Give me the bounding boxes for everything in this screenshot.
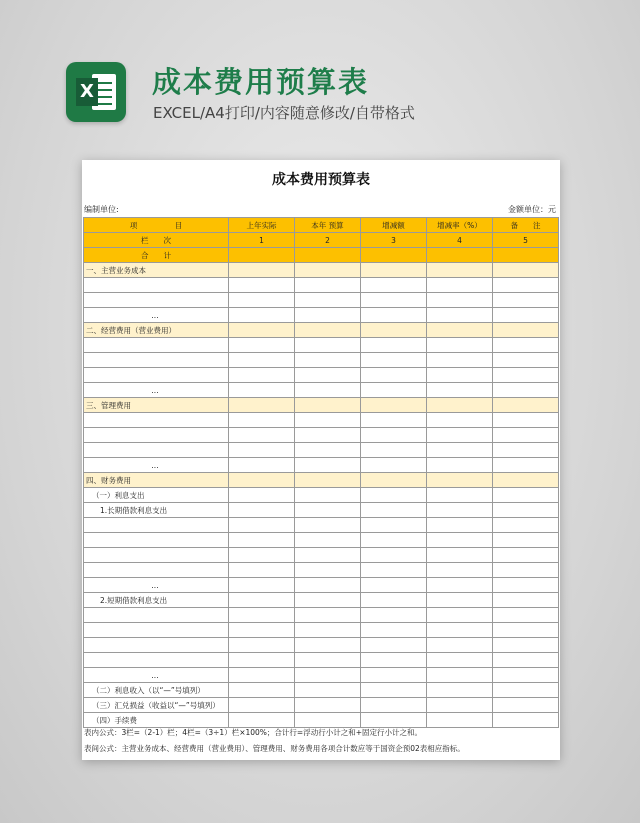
value-cell[interactable] [229, 473, 295, 488]
value-cell[interactable] [229, 503, 295, 518]
compiling-unit-label: 编制单位: [84, 205, 119, 214]
value-cell[interactable] [493, 338, 559, 353]
value-cell[interactable] [229, 668, 295, 683]
value-cell[interactable] [427, 713, 493, 728]
value-cell[interactable] [361, 368, 427, 383]
column-header: 备 注 [493, 218, 559, 233]
value-cell[interactable] [427, 368, 493, 383]
value-cell[interactable] [295, 668, 361, 683]
value-cell[interactable] [427, 428, 493, 443]
row-label[interactable] [84, 623, 229, 638]
column-index-cell: 3 [361, 233, 427, 248]
row-label[interactable]: ... [84, 458, 229, 473]
value-cell[interactable] [229, 293, 295, 308]
table-row [84, 578, 559, 593]
value-cell[interactable] [229, 593, 295, 608]
excel-app-icon [66, 62, 126, 122]
value-cell[interactable] [295, 578, 361, 593]
value-cell[interactable] [493, 368, 559, 383]
value-cell[interactable] [427, 308, 493, 323]
row-label[interactable]: ... [84, 308, 229, 323]
value-cell[interactable] [427, 473, 493, 488]
table-row [84, 713, 559, 728]
value-cell[interactable] [295, 278, 361, 293]
row-label[interactable] [84, 638, 229, 653]
value-cell[interactable] [493, 578, 559, 593]
row-label[interactable] [84, 368, 229, 383]
value-cell[interactable] [295, 263, 361, 278]
value-cell[interactable] [295, 653, 361, 668]
column-index-cell: 1 [229, 233, 295, 248]
value-cell[interactable] [361, 623, 427, 638]
value-cell[interactable] [229, 518, 295, 533]
column-index-cell: 栏 次 [84, 233, 229, 248]
value-cell[interactable] [427, 398, 493, 413]
table-row [84, 458, 559, 473]
value-cell[interactable] [361, 563, 427, 578]
value-cell[interactable] [493, 683, 559, 698]
table-row [84, 638, 559, 653]
value-cell[interactable] [295, 353, 361, 368]
value-cell[interactable] [229, 368, 295, 383]
row-label[interactable]: 一、主营业务成本 [84, 263, 229, 278]
value-cell[interactable] [229, 653, 295, 668]
intra-table-formula-note: 表内公式：3栏=（2-1）栏；4栏=（3÷1）栏×100%；合计行=浮动行小计之和+固定行小计之和。 [84, 728, 422, 737]
value-cell[interactable] [493, 323, 559, 338]
value-cell[interactable] [361, 473, 427, 488]
row-label[interactable] [84, 563, 229, 578]
value-cell[interactable] [295, 368, 361, 383]
table-row [84, 683, 559, 698]
value-cell[interactable] [295, 323, 361, 338]
value-cell[interactable] [361, 683, 427, 698]
value-cell[interactable] [295, 413, 361, 428]
value-cell[interactable] [427, 698, 493, 713]
value-cell[interactable] [229, 683, 295, 698]
value-cell[interactable] [295, 683, 361, 698]
value-cell[interactable] [229, 428, 295, 443]
value-cell[interactable] [361, 413, 427, 428]
value-cell[interactable] [361, 263, 427, 278]
value-cell[interactable] [427, 548, 493, 563]
row-label[interactable]: 二、经营费用（营业费用） [84, 323, 229, 338]
value-cell[interactable] [361, 428, 427, 443]
value-cell[interactable] [295, 623, 361, 638]
table-row [84, 698, 559, 713]
column-index-row [84, 233, 559, 248]
value-cell[interactable] [295, 308, 361, 323]
value-cell[interactable] [427, 503, 493, 518]
table-row [84, 263, 559, 278]
value-cell[interactable] [361, 578, 427, 593]
value-cell[interactable] [361, 383, 427, 398]
table-row [84, 503, 559, 518]
value-cell[interactable] [229, 548, 295, 563]
row-label[interactable]: 1.长期借款利息支出 [84, 503, 229, 518]
value-cell[interactable] [427, 638, 493, 653]
total-value-cell[interactable] [229, 248, 295, 263]
column-index-cell: 4 [427, 233, 493, 248]
value-cell[interactable] [295, 548, 361, 563]
row-label[interactable]: 三、管理费用 [84, 398, 229, 413]
value-cell[interactable] [493, 413, 559, 428]
value-cell[interactable] [361, 653, 427, 668]
value-cell[interactable] [493, 533, 559, 548]
value-cell[interactable] [229, 263, 295, 278]
value-cell[interactable] [229, 443, 295, 458]
row-label[interactable]: ... [84, 578, 229, 593]
row-label[interactable] [84, 548, 229, 563]
total-value-cell[interactable] [361, 248, 427, 263]
inter-table-formula-note: 表间公式：主营业务成本、经营费用（营业费用）、管理费用、财务费用各项合计数应等于国资企预02表相应指标。 [84, 744, 465, 753]
value-cell[interactable] [493, 488, 559, 503]
value-cell[interactable] [361, 338, 427, 353]
value-cell[interactable] [361, 443, 427, 458]
value-cell[interactable] [295, 473, 361, 488]
total-value-cell[interactable] [295, 248, 361, 263]
value-cell[interactable] [295, 293, 361, 308]
value-cell[interactable] [229, 488, 295, 503]
value-cell[interactable] [295, 608, 361, 623]
row-label[interactable]: （四）手续费 [84, 713, 229, 728]
value-cell[interactable] [493, 548, 559, 563]
value-cell[interactable] [361, 458, 427, 473]
value-cell[interactable] [493, 503, 559, 518]
column-index-cell: 5 [493, 233, 559, 248]
value-cell[interactable] [493, 608, 559, 623]
row-label[interactable] [84, 413, 229, 428]
value-cell[interactable] [427, 593, 493, 608]
value-cell[interactable] [229, 308, 295, 323]
value-cell[interactable] [493, 383, 559, 398]
value-cell[interactable] [229, 323, 295, 338]
value-cell[interactable] [493, 668, 559, 683]
value-cell[interactable] [361, 518, 427, 533]
value-cell[interactable] [493, 653, 559, 668]
value-cell[interactable] [361, 533, 427, 548]
value-cell[interactable] [361, 698, 427, 713]
row-label[interactable] [84, 278, 229, 293]
row-label[interactable]: 四、财务费用 [84, 473, 229, 488]
value-cell[interactable] [229, 623, 295, 638]
row-label[interactable]: （三）汇兑损益（收益以“—”号填列） [84, 698, 229, 713]
value-cell[interactable] [295, 338, 361, 353]
value-cell[interactable] [427, 683, 493, 698]
column-header: 上年实际 [229, 218, 295, 233]
value-cell[interactable] [295, 458, 361, 473]
value-cell[interactable] [493, 593, 559, 608]
header-row [84, 218, 559, 233]
value-cell[interactable] [361, 308, 427, 323]
value-cell[interactable] [295, 398, 361, 413]
total-label: 合 计 [84, 248, 229, 263]
value-cell[interactable] [493, 443, 559, 458]
value-cell[interactable] [493, 458, 559, 473]
row-label[interactable] [84, 533, 229, 548]
value-cell[interactable] [361, 488, 427, 503]
value-cell[interactable] [493, 263, 559, 278]
hero-subtitle: EXCEL/A4打印/内容随意修改/自带格式 [153, 104, 415, 122]
value-cell[interactable] [427, 608, 493, 623]
value-cell[interactable] [295, 593, 361, 608]
table-row [84, 428, 559, 443]
column-header: 本年 预算 [295, 218, 361, 233]
value-cell[interactable] [229, 383, 295, 398]
value-cell[interactable] [295, 713, 361, 728]
value-cell[interactable] [427, 578, 493, 593]
value-cell[interactable] [229, 563, 295, 578]
value-cell[interactable] [229, 713, 295, 728]
value-cell[interactable] [361, 353, 427, 368]
row-label[interactable] [84, 518, 229, 533]
table-row [84, 308, 559, 323]
table-row [84, 443, 559, 458]
hero-title: 成本费用预算表 [152, 65, 370, 99]
value-cell[interactable] [493, 698, 559, 713]
value-cell[interactable] [493, 353, 559, 368]
value-cell[interactable] [427, 293, 493, 308]
value-cell[interactable] [493, 623, 559, 638]
document-page [82, 160, 560, 760]
value-cell[interactable] [361, 668, 427, 683]
table-row [84, 353, 559, 368]
table-row [84, 338, 559, 353]
value-cell[interactable] [295, 488, 361, 503]
value-cell[interactable] [427, 338, 493, 353]
value-cell[interactable] [229, 698, 295, 713]
table-row [84, 368, 559, 383]
row-label[interactable] [84, 443, 229, 458]
table-row [84, 383, 559, 398]
value-cell[interactable] [361, 713, 427, 728]
budget-table [83, 217, 559, 728]
value-cell[interactable] [427, 488, 493, 503]
value-cell[interactable] [295, 638, 361, 653]
row-label[interactable] [84, 353, 229, 368]
value-cell[interactable] [229, 533, 295, 548]
table-row [84, 398, 559, 413]
column-index-cell: 2 [295, 233, 361, 248]
table-row [84, 473, 559, 488]
value-cell[interactable] [361, 278, 427, 293]
value-cell[interactable] [361, 608, 427, 623]
total-value-cell[interactable] [427, 248, 493, 263]
value-cell[interactable] [427, 653, 493, 668]
table-row [84, 488, 559, 503]
value-cell[interactable] [493, 398, 559, 413]
value-cell[interactable] [427, 443, 493, 458]
value-cell[interactable] [295, 563, 361, 578]
row-label[interactable]: ... [84, 668, 229, 683]
value-cell[interactable] [427, 623, 493, 638]
row-label[interactable] [84, 653, 229, 668]
value-cell[interactable] [229, 578, 295, 593]
value-cell[interactable] [493, 638, 559, 653]
amount-unit-label: 金额单位：元 [508, 205, 556, 214]
row-label[interactable]: ... [84, 383, 229, 398]
column-header: 增减率（%） [427, 218, 493, 233]
value-cell[interactable] [229, 608, 295, 623]
value-cell[interactable] [493, 563, 559, 578]
value-cell[interactable] [295, 443, 361, 458]
table-row [84, 563, 559, 578]
value-cell[interactable] [493, 308, 559, 323]
total-row [84, 248, 559, 263]
value-cell[interactable] [295, 518, 361, 533]
value-cell[interactable] [229, 638, 295, 653]
value-cell[interactable] [427, 353, 493, 368]
row-label[interactable] [84, 338, 229, 353]
value-cell[interactable] [493, 713, 559, 728]
value-cell[interactable] [229, 278, 295, 293]
value-cell[interactable] [361, 548, 427, 563]
table-row [84, 533, 559, 548]
table-row [84, 608, 559, 623]
total-value-cell[interactable] [493, 248, 559, 263]
table-row [84, 413, 559, 428]
excel-x-letter: X [76, 78, 98, 106]
value-cell[interactable] [361, 503, 427, 518]
table-row [84, 278, 559, 293]
row-label[interactable]: 2.短期借款利息支出 [84, 593, 229, 608]
value-cell[interactable] [229, 413, 295, 428]
value-cell[interactable] [427, 533, 493, 548]
table-row [84, 668, 559, 683]
value-cell[interactable] [493, 473, 559, 488]
value-cell[interactable] [295, 383, 361, 398]
row-label[interactable] [84, 608, 229, 623]
value-cell[interactable] [229, 353, 295, 368]
value-cell[interactable] [427, 458, 493, 473]
row-label[interactable]: （一）利息支出 [84, 488, 229, 503]
value-cell[interactable] [427, 413, 493, 428]
table-row [84, 653, 559, 668]
value-cell[interactable] [361, 638, 427, 653]
value-cell[interactable] [295, 533, 361, 548]
row-label[interactable] [84, 293, 229, 308]
table-row [84, 623, 559, 638]
value-cell[interactable] [229, 458, 295, 473]
value-cell[interactable] [229, 398, 295, 413]
table-row [84, 518, 559, 533]
row-label[interactable]: （二）利息收入（以“—”号填列） [84, 683, 229, 698]
value-cell[interactable] [493, 518, 559, 533]
column-header: 增减额 [361, 218, 427, 233]
value-cell[interactable] [361, 593, 427, 608]
value-cell[interactable] [361, 293, 427, 308]
value-cell[interactable] [427, 668, 493, 683]
value-cell[interactable] [295, 698, 361, 713]
value-cell[interactable] [295, 503, 361, 518]
value-cell[interactable] [229, 338, 295, 353]
value-cell[interactable] [295, 428, 361, 443]
table-row [84, 293, 559, 308]
value-cell[interactable] [427, 263, 493, 278]
table-row [84, 548, 559, 563]
value-cell[interactable] [493, 293, 559, 308]
value-cell[interactable] [427, 278, 493, 293]
table-row [84, 323, 559, 338]
value-cell[interactable] [427, 518, 493, 533]
value-cell[interactable] [361, 323, 427, 338]
value-cell[interactable] [427, 563, 493, 578]
table-row [84, 593, 559, 608]
value-cell[interactable] [493, 278, 559, 293]
value-cell[interactable] [427, 383, 493, 398]
document-title: 成本费用预算表 [272, 172, 370, 188]
row-label[interactable] [84, 428, 229, 443]
value-cell[interactable] [361, 398, 427, 413]
column-header: 项 目 [84, 218, 229, 233]
value-cell[interactable] [493, 428, 559, 443]
value-cell[interactable] [427, 323, 493, 338]
